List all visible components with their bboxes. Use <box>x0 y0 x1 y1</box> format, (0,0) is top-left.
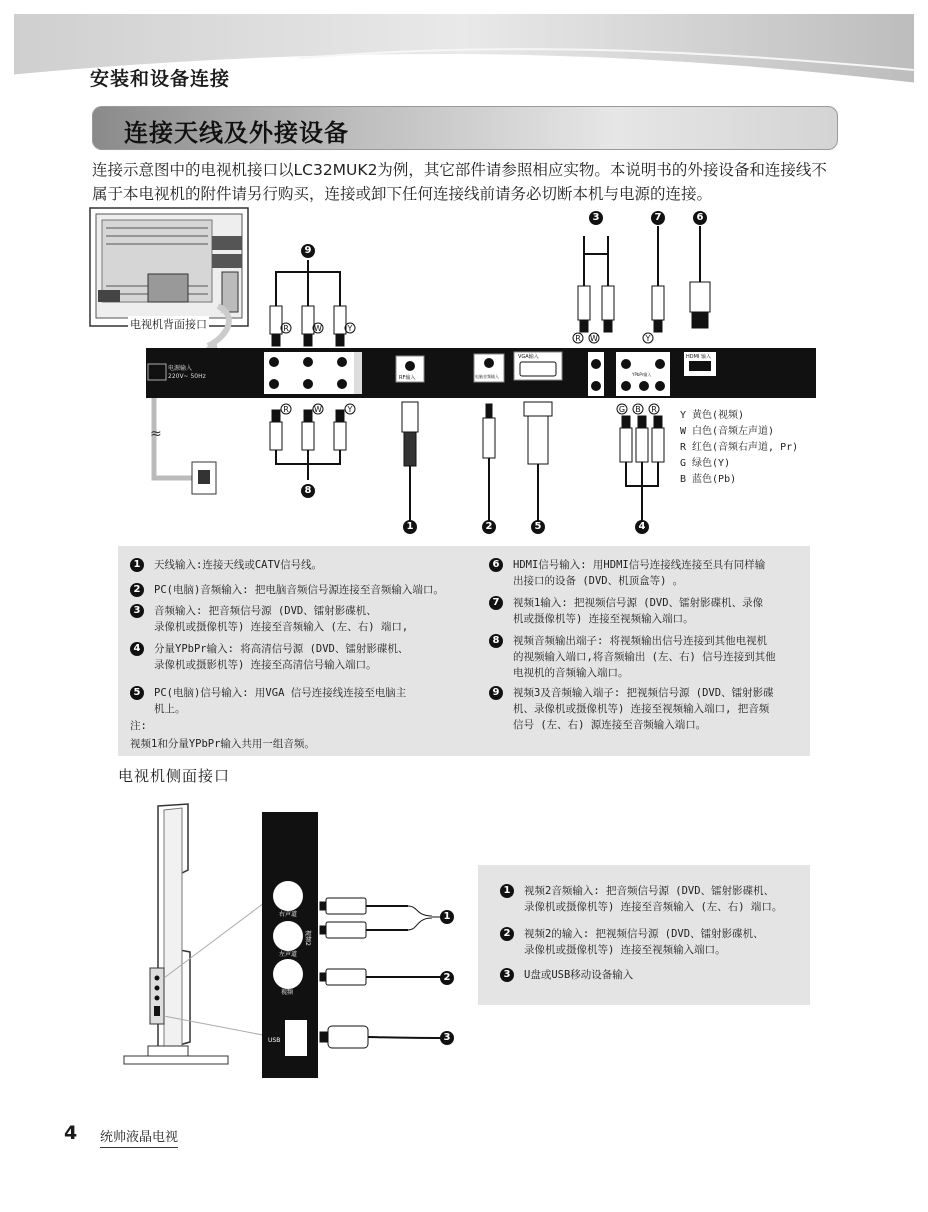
side-note-2-text: 视频2的输入: 把视频信号源 (DVD、镭射影碟机、 录像机或摄像机等) 连接至视频输入端口。 <box>524 928 764 956</box>
callout-2: 2 <box>482 520 496 534</box>
note-9-badge: 9 <box>489 686 503 700</box>
note-7-text: 视频1输入: 把视频信号源 (DVD、镭射影碟机、录像 机或摄像机等) 连接至视频输入端口。 <box>513 597 764 625</box>
side-video-label: 视频 <box>281 989 294 996</box>
cable-group-4 <box>620 416 664 522</box>
svg-text:≈: ≈ <box>150 426 162 442</box>
note-4-text: 分量YPbPr输入: 将高清信号源 (DVD、镭射影碟机、 录像机或摄影机等) 连接至高清信号输入端口。 <box>154 643 409 671</box>
cable-1-rf <box>402 402 418 522</box>
letter-b: B <box>635 405 641 414</box>
side-callout-1: 1 <box>440 910 454 924</box>
tv-back-label: 电视机背面接口 <box>130 318 207 331</box>
hdmi-in-label: HDMI 输入 <box>686 354 711 360</box>
pc-audio-in-label: 电脑音频输入 <box>475 374 499 379</box>
back-connection-diagram <box>88 206 818 540</box>
side-note-1-text: 视频2音频输入: 把音频信号源 (DVD、镭射影碟机、 录像机或摄像机等) 连接至音频输入 (左、右) 端口。 <box>524 885 783 913</box>
side-note-3-text: U盘或USB移动设备输入 <box>524 969 634 981</box>
cable-5-vga <box>524 402 552 522</box>
power-spec-label: 220V~ 50Hz <box>168 373 206 380</box>
note-9-text: 视频3及音频输入端子: 把视频信号源 (DVD、镭射影碟 机、录像机或摄像机等) 连接至视频输入端口, 把音频 信号 (左、右) 源连接至音频输入端口。 <box>513 687 774 731</box>
letter-r-2: R <box>283 405 289 414</box>
intro-paragraph: 连接示意图中的电视机接口以LC32MUK2为例，其它部件请参照相应实物。本说明书的外接设备和连接线不属于本电视机的附件请另行购买，连接或卸下任何连接线前请务必切断本机与电源的连接。 <box>92 161 827 203</box>
legend-w: W 白色(音频左声道) <box>680 426 775 437</box>
side-note-3-badge: 3 <box>500 968 514 982</box>
letter-y: Y <box>347 324 353 333</box>
note-2-badge: 2 <box>130 583 144 597</box>
cable-7 <box>652 226 664 332</box>
callout-3: 3 <box>589 211 603 225</box>
footer-brand: 统帅液晶电视 <box>100 1126 178 1148</box>
color-legend <box>680 408 798 488</box>
back-notes-left <box>130 558 480 754</box>
callout-8: 8 <box>301 484 315 498</box>
legend-g: G 绿色(Y) <box>680 458 731 469</box>
note-label: 注: <box>130 720 147 732</box>
note-8-text: 视频音频输出端子: 将视频输出信号连接到其他电视机 的视频输入端口,将音频输出 (左、右) 信号连接到其他 电视机的音频输入端口。 <box>513 635 776 679</box>
note-7-badge: 7 <box>489 596 503 610</box>
page-title: 连接天线及外接设备 <box>124 119 349 147</box>
cable-6-hdmi <box>690 226 710 328</box>
side-left-channel-label: 左声道 <box>279 951 298 958</box>
note-3-badge: 3 <box>130 604 144 618</box>
side-video2-label: 视频2 <box>304 930 311 946</box>
letter-w-2: W <box>314 405 322 414</box>
callout-6: 6 <box>693 211 707 225</box>
cable-group-8 <box>270 410 346 480</box>
side-connection-diagram <box>118 800 468 1084</box>
back-notes-right <box>489 558 807 748</box>
legend-b: B 蓝色(Pb) <box>680 474 737 485</box>
letter-y-3: Y <box>645 334 651 343</box>
ypbpr-in-label: YPbPr输入 <box>632 372 652 377</box>
callout-7: 7 <box>651 211 665 225</box>
page-number: 4 <box>64 1122 78 1144</box>
note-1-text: 天线输入:连接天线或CATV信号线。 <box>154 559 323 571</box>
side-callout-2: 2 <box>440 971 454 985</box>
cable-2-pc-audio <box>483 404 495 522</box>
letter-y-2: Y <box>347 405 353 414</box>
side-section-title: 电视机侧面接口 <box>118 767 231 785</box>
section-title: 安装和设备连接 <box>90 68 231 90</box>
letter-w-3: W <box>590 334 598 343</box>
legend-y: Y 黄色(视频) <box>680 410 745 421</box>
note-4-badge: 4 <box>130 642 144 656</box>
side-note-1-badge: 1 <box>500 884 514 898</box>
note-6-text: HDMI信号输入: 用HDMI信号连接线连接至具有同样输 出接口的设备 (DVD、机顶盒等) 。 <box>513 559 766 587</box>
vga-in-label: VGA输入 <box>518 354 539 360</box>
callout-9: 9 <box>301 244 315 258</box>
note-3-text: 音频输入: 把音频信号源 (DVD、镭射影碟机、 录像机或摄像机等) 连接至音频输入 (左、右) 端口, <box>154 605 409 633</box>
side-notes <box>500 884 806 994</box>
note-5-badge: 5 <box>130 686 144 700</box>
note-2-text: PC(电脑)音频输入: 把电脑音频信号源连接至音频输入端口。 <box>154 584 444 596</box>
callout-4: 4 <box>635 520 649 534</box>
cable-group-9 <box>270 260 346 346</box>
side-note-2-badge: 2 <box>500 927 514 941</box>
power-in-label: 电源输入 <box>168 365 193 372</box>
callout-1: 1 <box>403 520 417 534</box>
callout-5: 5 <box>531 520 545 534</box>
note-1-badge: 1 <box>130 558 144 572</box>
note-5-text: PC(电脑)信号输入: 用VGA 信号连接线连接至电脑主 机上。 <box>154 687 407 715</box>
letter-r-4: R <box>651 405 657 414</box>
note-text: 视频1和分量YPbPr输入共用一组音频。 <box>130 738 315 750</box>
side-callout-3: 3 <box>440 1031 454 1045</box>
letter-g: G <box>618 405 626 414</box>
side-right-channel-label: 右声道 <box>279 911 298 918</box>
rf-in-label: RF输入 <box>399 375 416 381</box>
legend-r: R 红色(音频右声道, Pr) <box>680 442 799 453</box>
note-8-badge: 8 <box>489 634 503 648</box>
note-6-badge: 6 <box>489 558 503 572</box>
side-usb-label: USB <box>268 1037 281 1044</box>
cable-group-3 <box>578 236 614 332</box>
letter-w: W <box>314 324 322 333</box>
letter-r-3: R <box>575 334 581 343</box>
letter-r: R <box>283 324 289 333</box>
